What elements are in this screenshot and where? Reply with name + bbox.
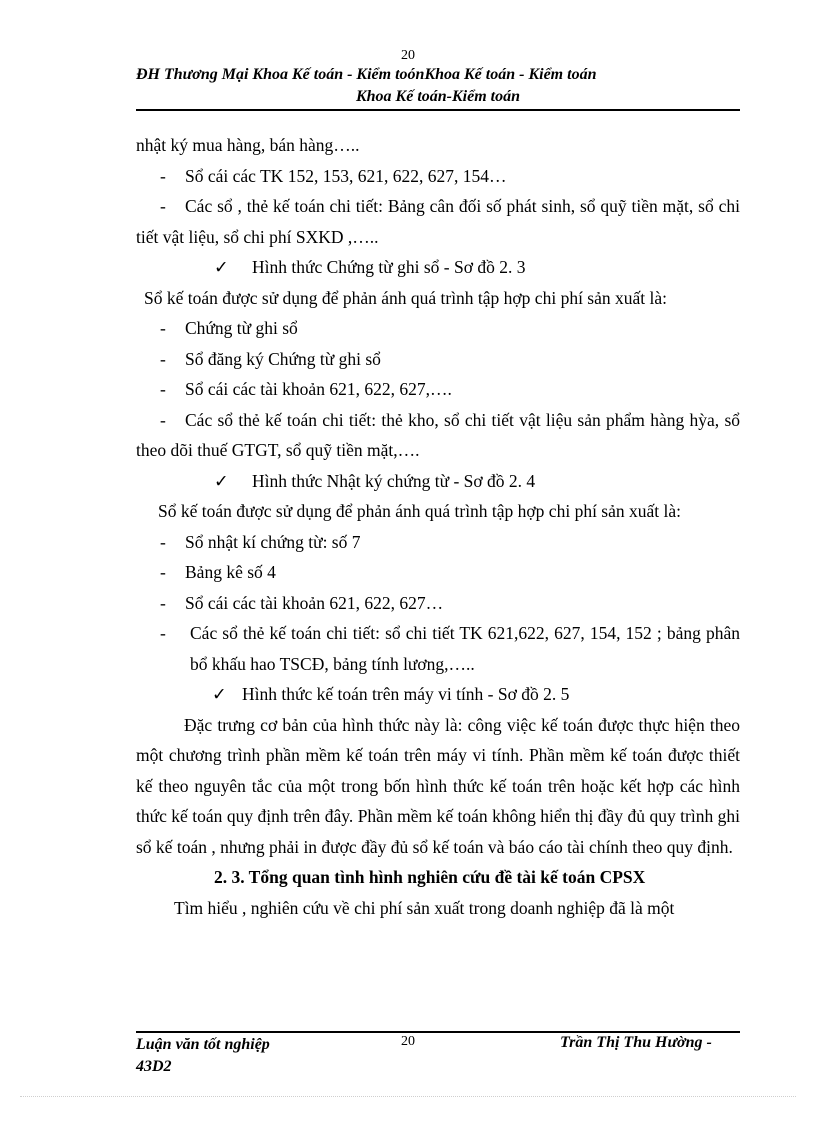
paragraph-continuation: nhật ký mua hàng, bán hàng….. — [136, 135, 360, 155]
dash-bullet: - — [160, 592, 166, 613]
dash-bullet: - — [160, 196, 166, 216]
list-item-hanging — [136, 618, 740, 679]
list-item-text: Sổ nhật kí chứng từ: số 7 — [185, 531, 361, 552]
list-item-text: Sổ cái các tài khoản 621, 622, 627,…. — [185, 379, 452, 399]
dash-bullet: - — [160, 623, 166, 643]
dash-bullet: - — [160, 165, 166, 186]
header-line-1: ĐH Thương Mại Khoa Kế toán - Kiểm toónKhoa Kế toán - Kiểm toán — [136, 66, 597, 83]
footer-left-text: Luận văn tốt nghiệp 43D2 — [136, 1036, 270, 1075]
dash-bullet: - — [160, 379, 166, 399]
paragraph: Sổ kế toán được sử dụng để phản ánh quá trình tập hợp chi phí sản xuất là: — [144, 287, 668, 308]
checkmark-heading — [136, 252, 740, 283]
heading-text: Hình thức Nhật ký chứng từ - Sơ đồ 2. 4 — [252, 470, 536, 491]
list-item-text: Sổ cái các TK 152, 153, 621, 622, 627, 154… — [185, 165, 507, 186]
list-item-wrapped — [136, 405, 740, 466]
footer-right: Trần Thị Thu Hường - — [560, 1034, 712, 1051]
section-heading: 2. 3. Tổng quan tình hình nghiên cứu đề tài kế toán CPSX — [214, 867, 646, 887]
list-item — [136, 557, 740, 588]
list-item-text: Sổ cái các tài khoản 621, 622, 627… — [185, 592, 444, 613]
checkmark-icon: ✓ — [214, 257, 229, 277]
list-item-text: Chứng từ ghi sổ — [185, 318, 298, 338]
checkmark-icon: ✓ — [214, 470, 229, 491]
list-item — [136, 313, 740, 344]
dash-bullet: - — [160, 318, 166, 338]
checkmark-icon: ✓ — [212, 684, 227, 704]
list-item — [136, 588, 740, 619]
dash-bullet: - — [160, 562, 166, 582]
paragraph: Sổ kế toán được sử dụng để phản ánh quá trình tập hợp chi phí sản xuất là: — [158, 501, 682, 521]
list-item — [136, 374, 740, 405]
paragraph-text: Đặc trưng cơ bản của hình thức này là: công việc kế toán được thực hiện theo một chương trình phần mềm kế toán trên máy vi tính. Phần mềm kế toán được thiết kế theo nguyên tắc của một trong bốn hình thức kế toán trên hoặc kết hợp các hình thức kế toán quy định trên đây. Phần mềm kế toán không hiển thị đầy đủ quy trình ghi sổ kế toán , nhưng phải in được đầy đủ sổ kế toán và báo cáo tài chính theo quy định. — [136, 714, 740, 857]
page-edge-dotted-line — [20, 1096, 796, 1097]
list-item — [136, 161, 740, 192]
dash-bullet: - — [160, 348, 166, 369]
header-page-number: 20 — [401, 48, 415, 63]
list-item — [136, 344, 740, 375]
heading-text: Hình thức kế toán trên máy vi tính - Sơ đồ 2. 5 — [242, 684, 570, 704]
dash-bullet: - — [160, 531, 166, 552]
paragraph: Tìm hiểu , nghiên cứu về chi phí sản xuất trong doanh nghiệp đã là một — [174, 897, 675, 918]
checkmark-heading — [136, 466, 740, 497]
dash-bullet: - — [160, 409, 166, 430]
list-item — [136, 527, 740, 558]
list-item-wrapped — [136, 191, 740, 252]
header-rule — [136, 109, 740, 111]
list-item-text: Các sổ thẻ kế toán chi tiết: sổ chi tiết TK 621,622, 627, 154, 152 ; bảng phân bổ khấu hao TSCĐ, bảng tính lương,….. — [190, 623, 740, 674]
checkmark-heading — [136, 679, 740, 710]
document-body — [136, 130, 740, 923]
heading-text: Hình thức Chứng từ ghi sổ - Sơ đồ 2. 3 — [252, 257, 526, 277]
footer-page-number: 20 — [401, 1034, 415, 1049]
paragraph — [136, 710, 740, 863]
list-item-text: Bảng kê số 4 — [185, 562, 276, 582]
list-item-text: Các sổ thẻ kế toán chi tiết: thẻ kho, sổ chi tiết vật liệu sản phẩm hàng hỳa, sổ theo dõi thuế GTGT, sổ quỹ tiền mặt,…. — [136, 409, 740, 460]
footer-rule — [136, 1031, 740, 1033]
list-item-text: Các sổ , thẻ kế toán chi tiết: Bảng cân đối số phát sinh, sổ quỹ tiền mặt, sổ chi tiết vật liệu, sổ chi phí SXKD ,….. — [136, 196, 740, 247]
header-line-2: Khoa Kế toán-Kiểm toán — [355, 88, 521, 105]
list-item-text: Sổ đăng ký Chứng từ ghi sổ — [185, 348, 381, 369]
